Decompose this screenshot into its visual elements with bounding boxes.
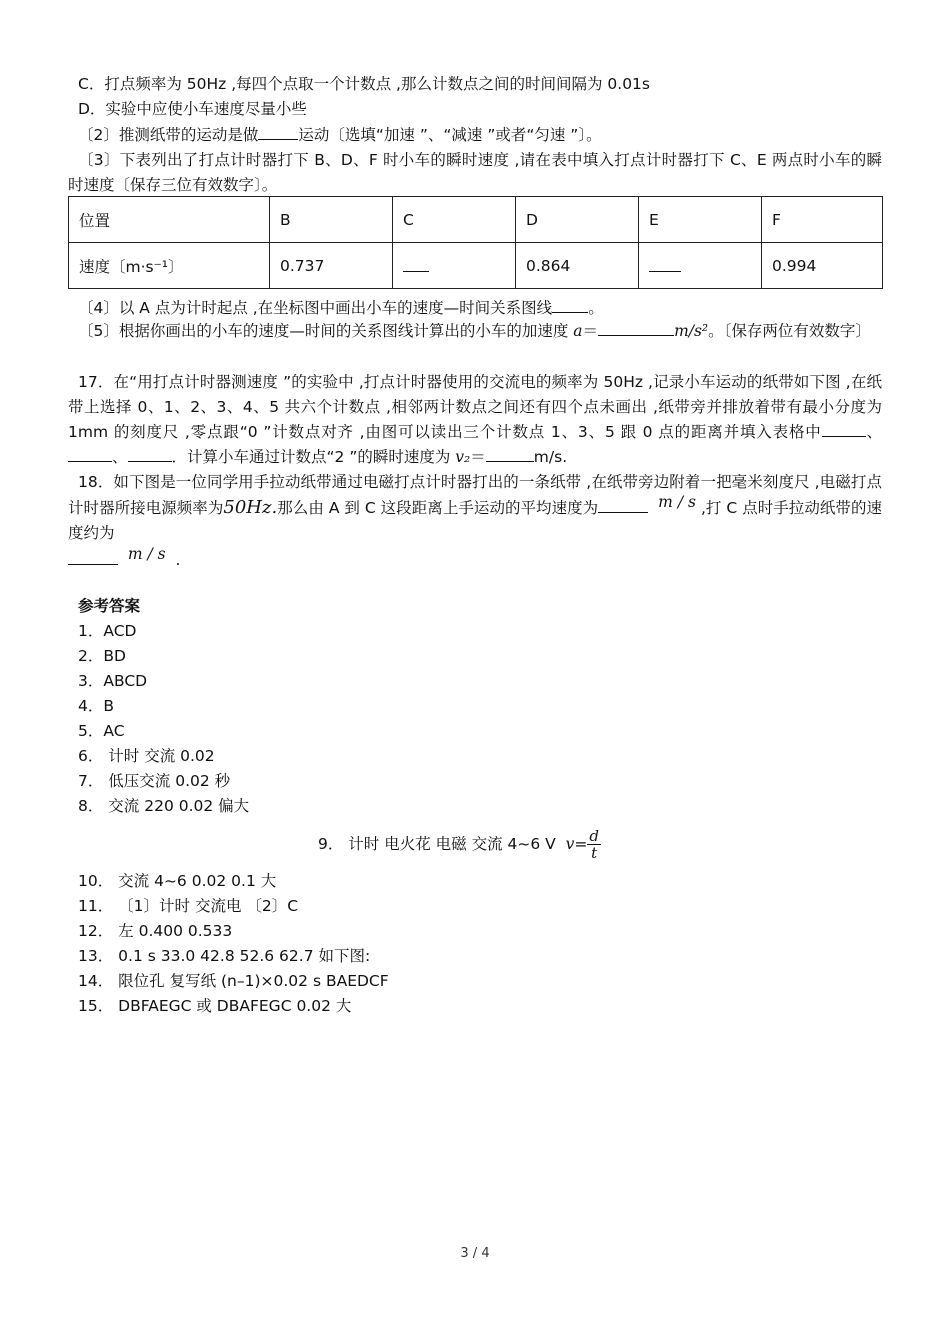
table-header-c: C: [393, 197, 516, 243]
q16-option-c: C．打点频率为 50Hz ,每四个点取一个计数点 ,那么计数点之间的时间间隔为 0.01s: [78, 75, 650, 93]
answers-list: [78, 620, 249, 817]
answer-9-fraction: [587, 828, 601, 861]
q17-blank-3[interactable]: [128, 445, 172, 462]
q16-part5-blank[interactable]: [598, 319, 674, 336]
answers-title: 参考答案: [78, 597, 141, 615]
q18-unit-2: m / s: [127, 545, 166, 563]
q18-text-3: ,打 C 点时手拉动纸带的速度约为: [68, 499, 882, 542]
table-cell-c[interactable]: [393, 243, 516, 289]
answer-item: 13． 0.1 s 33.0 42.8 52.6 62.7 如下图:: [78, 947, 371, 965]
velocity-table: [68, 196, 883, 289]
fraction-denominator: t: [591, 844, 598, 862]
q18-blank-1[interactable]: [598, 496, 648, 513]
answer-item-9: [318, 824, 601, 864]
table-header-f: F: [762, 197, 883, 243]
table-blank-c[interactable]: [403, 255, 429, 272]
answer-item: 14． 限位孔 复写纸 (n–1)×0.02 s BAEDCF: [78, 972, 389, 990]
answer-item: 12． 左 0.400 0.533: [78, 922, 233, 940]
q16-part5: [68, 319, 882, 344]
q16-part2-blank[interactable]: [258, 123, 298, 140]
q16-part4-blank[interactable]: [552, 296, 588, 313]
q17-sep-1: 、: [865, 423, 882, 441]
answer-9-var: v: [565, 835, 575, 853]
answers-list-2: [78, 870, 389, 1017]
question-18: [68, 470, 882, 546]
q18-text-2: 那么由 A 到 C 这段距离上手运动的平均速度为: [277, 499, 599, 517]
answer-9-eq: =: [574, 835, 588, 853]
table-header-position: 位置: [69, 197, 270, 243]
answer-item: 11． 〔1〕计时 交流电 〔2〕C: [78, 897, 299, 915]
question-17: [68, 370, 882, 470]
answer-item: 1．ACD: [78, 622, 137, 640]
q17-blank-1[interactable]: [822, 420, 866, 437]
table-row: [69, 243, 883, 289]
q17-var: v₂: [455, 448, 471, 466]
q16-part5-text-end: 。〔保存两位有效数字〕: [708, 322, 871, 340]
q16-option-d: D．实验中应使小车速度尽量小些: [78, 100, 307, 118]
q18-text: 18．如下图是一位同学用手拉动纸带通过电磁打点计时器打出的一条纸带 ,在纸带旁边附着一把毫米刻度尺 ,电磁打点计时器所接电源频率为: [68, 473, 882, 517]
q18-frequency: 50Hz.: [223, 497, 278, 518]
q18-text-end: .: [175, 551, 181, 569]
q17-blank-4[interactable]: [486, 445, 534, 462]
answer-item: 2．BD: [78, 647, 126, 665]
table-cell-e[interactable]: [639, 243, 762, 289]
page-number: 3 / 4: [460, 1246, 490, 1261]
q16-part4-text: 〔4〕以 A 点为计时起点 ,在坐标图中画出小车的速度—时间关系图线: [78, 299, 553, 317]
table-row-label: 速度〔m·s⁻¹〕: [69, 243, 270, 289]
q18-blank-2[interactable]: [68, 548, 118, 565]
q16-part5-text: 〔5〕根据你画出的小车的速度—时间的关系图线计算出的小车的加速度: [78, 322, 574, 340]
q16-part5-unit: m/s²: [674, 322, 709, 340]
q18-tail: [68, 545, 181, 571]
table-header-e: E: [639, 197, 762, 243]
answer-item: 5．AC: [78, 722, 125, 740]
answer-item: 3．ABCD: [78, 672, 148, 690]
q17-eq: ＝: [470, 448, 486, 466]
answer-item: 10． 交流 4~6 0.02 0.1 大: [78, 872, 277, 890]
table-row: [69, 197, 883, 243]
q16-part4: [78, 296, 604, 319]
answer-item: 15． DBFAEGC 或 DBAFEGC 0.02 大: [78, 997, 352, 1015]
q17-sep-2: 、: [112, 448, 128, 466]
q16-part2: [78, 123, 602, 146]
table-cell-f: 0.994: [762, 243, 883, 289]
table-header-b: B: [270, 197, 393, 243]
answer-item: 7． 低压交流 0.02 秒: [78, 772, 231, 790]
table-blank-e[interactable]: [649, 255, 681, 272]
fraction-numerator: d: [589, 827, 599, 845]
q16-part2-text: 〔2〕推测纸带的运动是做: [78, 126, 259, 144]
table-cell-b: 0.737: [270, 243, 393, 289]
answer-item: 8． 交流 220 0.02 偏大: [78, 797, 250, 815]
answer-item: 4．B: [78, 697, 114, 715]
q16-part5-var: a: [573, 322, 583, 340]
q16-part4-text-end: 。: [588, 299, 604, 317]
q17-text: 17．在“用打点计时器测速度 ”的实验中 ,打点计时器使用的交流电的频率为 50Hz ,记录小车运动的纸带如下图 ,在纸带上选择 0、1、2、3、4、5 共六个计数点 ,相邻两计数点之间还有四个点未画出 ,纸带旁并排放着带有最小分度为 1mm 的刻度尺 ,零点跟“0 ”计数点对齐 ,由图可以读出三个计数点 1、3、5 跟 0 点的距离并填入表格中: [68, 373, 882, 441]
q16-part3: 〔3〕下表列出了打点计时器打下 B、D、F 时小车的瞬时速度 ,请在表中填入打点计时器打下 C、E 两点时小车的瞬时速度〔保存三位有效数字〕。: [68, 151, 882, 194]
answer-9-text: 9． 计时 电火花 电磁 交流 4~6 V: [318, 835, 556, 853]
table-header-d: D: [516, 197, 639, 243]
q16-part2-text-end: 运动〔选填“加速 ”、“减速 ”或者“匀速 ”〕。: [298, 126, 602, 144]
table-cell-d: 0.864: [516, 243, 639, 289]
q18-unit-1: m / s: [658, 493, 696, 511]
q16-part5-eq: ＝: [582, 322, 599, 340]
q17-blank-2[interactable]: [68, 445, 112, 462]
q17-text-3: m/s.: [533, 448, 568, 466]
q17-text-2: ．计算小车通过计数点“2 ”的瞬时速度为: [171, 448, 456, 466]
answer-item: 6． 计时 交流 0.02: [78, 747, 215, 765]
